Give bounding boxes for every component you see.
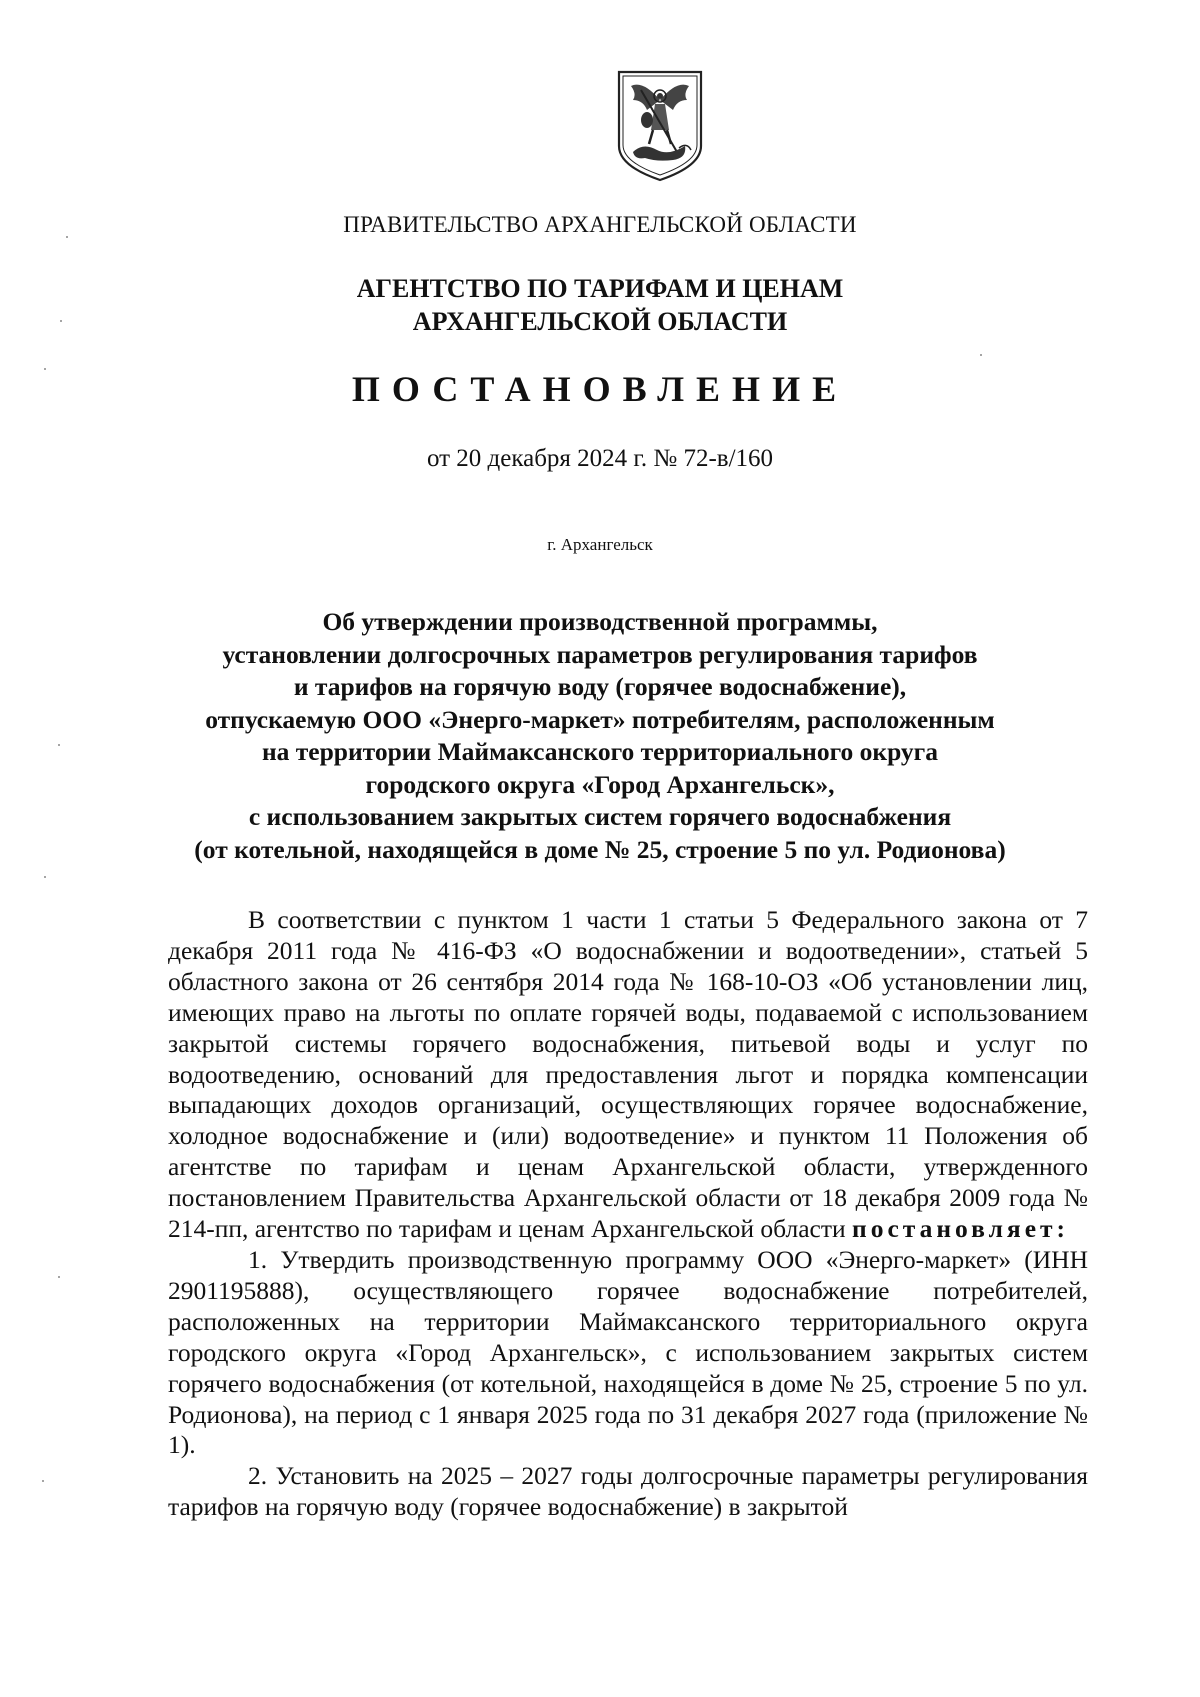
scan-speck (44, 876, 46, 878)
document-date-number: от 20 декабря 2024 г. № 72-в/160 (426, 445, 774, 472)
coat-of-arms-icon (613, 66, 707, 184)
agency-name-line: АГЕНТСТВО ПО ТАРИФАМ И ЦЕНАМ (356, 274, 844, 303)
preamble-text: В соответствии с пунктом 1 части 1 статьи 5 Федерального закона от 7 декабря 2011 года № 416-ФЗ «О водоснабжении и водоотведении», статьей 5 областного закона от 26 сентября 2014 года № 168-10-ОЗ «Об установлении лиц, имеющих право на льготы по оплате горячей воды, подаваемой с использованием закрытой системы горячего водоснабжения, питьевой воды и услуг по водоотведению, оснований для предоставления льгот и порядка компенсации выпадающих доходов организаций, осуществляющих горячее водоснабжение, холодное водоснабжение и (или) водоотведение» и пунктом 11 Положения об агентстве по тарифам и ценам Архангельской области, утвержденного постановлением Правительства Архангельской области от 18 декабря 2009 года № 214-пп, агентство по тарифам и ценам Архангельской области (168, 905, 1088, 1244)
scan-speck (60, 320, 62, 322)
subject-line: отпускаемую ООО «Энерго-маркет» потребителям, расположенным (205, 704, 995, 734)
item-2-paragraph: 2. Установить на 2025 – 2027 годы долгосрочные параметры регулирования тарифов на горячую воду (горячее водоснабжение) в закрытой (168, 1461, 1088, 1522)
subject-line: (от котельной, находящейся в доме № 25, строение 5 по ул. Родионова) (194, 834, 1006, 864)
scan-speck (58, 1276, 60, 1278)
scan-speck (42, 1480, 44, 1482)
scan-speck (58, 744, 60, 746)
item-1-paragraph: 1. Утвердить производственную программу ООО «Энерго-маркет» (ИНН 2901195888), осуществляющего горячее водоснабжение потребителей, расположенных на территории Маймаксанского территориального округа городского округа «Город Архангельск», с использованием закрытых систем горячего водоснабжения (от котельной, находящейся в доме № 25, строение 5 по ул. Родионова), на период с 1 января 2025 года по 31 декабря 2027 года (приложение № 1). (168, 1244, 1088, 1460)
subject-line: на территории Маймаксанского территориального округа (261, 737, 939, 766)
subject-line: с использованием закрытых систем горячего водоснабжения (248, 802, 952, 831)
document-city: г. Архангельск (547, 535, 653, 554)
subject-line: городского округа «Город Архангельск», (365, 769, 835, 799)
scan-speck (980, 354, 982, 356)
government-name: ПРАВИТЕЛЬСТВО АРХАНГЕЛЬСКОЙ ОБЛАСТИ (343, 212, 857, 237)
document-type-title: ПОСТАНОВЛЕНИЕ (351, 369, 849, 409)
document-body (168, 905, 1088, 1523)
subject-line: Об утверждении производственной программы, (322, 607, 878, 636)
document-subject (0, 606, 1200, 866)
subject-line: установлении долгосрочных параметров регулирования тарифов (222, 639, 978, 669)
preamble-paragraph (168, 905, 1088, 1245)
agency-name (0, 272, 1200, 338)
subject-line: и тарифов на горячую воду (горячее водоснабжение), (293, 672, 907, 701)
scan-speck (66, 236, 68, 238)
agency-name-line: АРХАНГЕЛЬСКОЙ ОБЛАСТИ (412, 307, 788, 336)
scan-speck (44, 368, 46, 370)
decree-word: постановляет: (852, 1214, 1070, 1244)
